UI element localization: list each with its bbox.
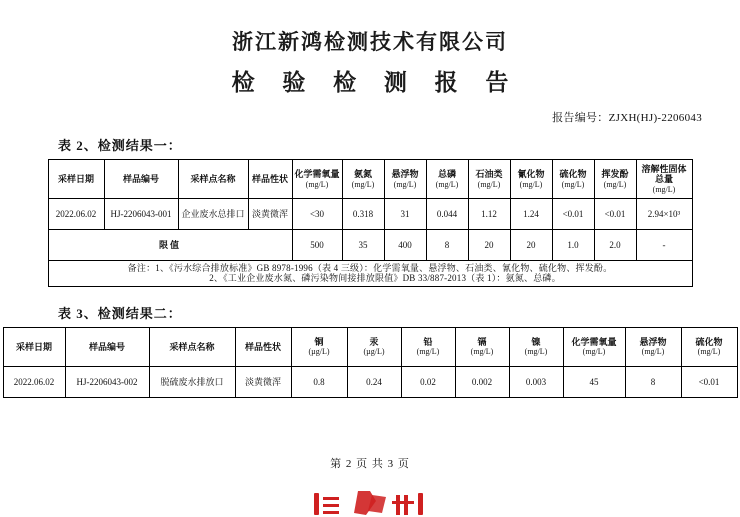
col-nickel-label: 镍 xyxy=(531,336,541,347)
limit-row xyxy=(48,230,692,261)
report-number xyxy=(0,109,740,125)
table2-section-title: 表 2、检测结果一： xyxy=(58,138,182,153)
limit-tds: - xyxy=(636,230,692,261)
note-row xyxy=(48,261,692,287)
col-nickel xyxy=(509,327,563,366)
limit-cod: 500 xyxy=(292,230,342,261)
table-header-row xyxy=(48,160,692,199)
table2-notes xyxy=(48,261,692,287)
cell-oil: 1.12 xyxy=(468,199,510,230)
limit-label: 限值 xyxy=(48,230,292,261)
cell-nickel: 0.003 xyxy=(509,366,563,397)
col-ss-label: 悬浮物 xyxy=(639,336,667,347)
col-appearance xyxy=(248,160,292,199)
col-lead xyxy=(401,327,455,366)
col-cyanide-unit: (mg/L) xyxy=(519,179,543,189)
table-row xyxy=(48,199,692,230)
col-sulfide xyxy=(681,327,737,366)
col-tds-label: 溶解性固体总量 xyxy=(641,164,687,185)
page-footer: 第 2 页 共 3 页 xyxy=(330,458,410,470)
table3-section-title: 表 3、检测结果二： xyxy=(58,305,182,321)
col-mercury xyxy=(347,327,401,366)
col-cyanide xyxy=(510,160,552,199)
col-point xyxy=(149,327,235,366)
col-phenol-unit: (mg/L) xyxy=(603,179,627,189)
cell-cadmium: 0.002 xyxy=(455,366,509,397)
cell-cod: <30 xyxy=(292,199,342,230)
col-cod-label: 化学需氧量 xyxy=(571,336,617,347)
col-cod-label: 化学需氧量 xyxy=(294,169,340,180)
col-appearance xyxy=(235,327,291,366)
col-sulfide-unit: (mg/L) xyxy=(561,179,585,189)
col-lead-unit: (mg/L) xyxy=(416,347,440,357)
cell-sample-no: HJ-2206043-002 xyxy=(65,366,149,397)
cell-sample-no: HJ-2206043-001 xyxy=(104,199,178,230)
cell-tp: 0.044 xyxy=(426,199,468,230)
cell-ammonia: 0.318 xyxy=(342,199,384,230)
col-mercury-unit: (µg/L) xyxy=(363,347,385,357)
red-seal-stamp xyxy=(310,487,430,517)
cell-cod: 45 xyxy=(563,366,625,397)
table-row xyxy=(3,366,737,397)
col-ss xyxy=(384,160,426,199)
table-header-row xyxy=(3,327,737,366)
col-copper xyxy=(291,327,347,366)
col-ammonia-unit: (mg/L) xyxy=(351,179,375,189)
col-sulfide xyxy=(552,160,594,199)
col-lead-label: 铅 xyxy=(423,336,433,347)
col-cadmium-label: 镉 xyxy=(477,336,487,347)
cell-appearance: 淡黄微浑 xyxy=(235,366,291,397)
col-sample-no xyxy=(104,160,178,199)
cell-lead: 0.02 xyxy=(401,366,455,397)
cell-cyanide: 1.24 xyxy=(510,199,552,230)
col-tds-unit: (mg/L) xyxy=(652,184,676,194)
report-number-value: ZJXH(HJ)-2206043 xyxy=(608,112,702,124)
limit-sulfide: 1.0 xyxy=(552,230,594,261)
report-page xyxy=(0,26,740,515)
col-oil-unit: (mg/L) xyxy=(477,179,501,189)
col-ss-unit: (mg/L) xyxy=(393,179,417,189)
col-cadmium-unit: (mg/L) xyxy=(470,347,494,357)
note-line-2: 2、《工业企业废水氮、磷污染物间接排放限值》DB 33/887-2013（表 1）：氨氮、总磷。 xyxy=(209,273,561,284)
col-appearance-label: 样品性状 xyxy=(251,173,288,184)
col-cadmium xyxy=(455,327,509,366)
col-tds xyxy=(636,160,692,199)
col-nickel-unit: (mg/L) xyxy=(524,347,548,357)
col-copper-unit: (µg/L) xyxy=(308,347,330,357)
col-ammonia-label: 氨氮 xyxy=(353,169,372,180)
cell-appearance: 淡黄微浑 xyxy=(248,199,292,230)
col-date xyxy=(48,160,104,199)
col-tp-label: 总磷 xyxy=(437,169,456,180)
cell-point: 企业废水总排口 xyxy=(178,199,248,230)
cell-ss: 8 xyxy=(625,366,681,397)
col-point-label: 采样点名称 xyxy=(169,341,215,352)
col-point-label: 采样点名称 xyxy=(190,173,236,184)
col-cyanide-label: 氰化物 xyxy=(517,169,545,180)
cell-sulfide: <0.01 xyxy=(681,366,737,397)
col-sample-no-label: 样品编号 xyxy=(122,173,159,184)
col-date-label: 采样日期 xyxy=(57,173,94,184)
cell-ss: 31 xyxy=(384,199,426,230)
col-ss xyxy=(625,327,681,366)
col-copper-label: 铜 xyxy=(314,336,324,347)
col-cod-unit: (mg/L) xyxy=(582,347,606,357)
col-ss-label: 悬浮物 xyxy=(391,169,419,180)
limit-tp: 8 xyxy=(426,230,468,261)
col-cod xyxy=(292,160,342,199)
col-phenol xyxy=(594,160,636,199)
col-date-label: 采样日期 xyxy=(15,341,52,352)
col-sulfide-label: 硫化物 xyxy=(559,169,587,180)
note-line-1: 备注：1、《污水综合排放标准》GB 8978-1996（表 4 三级）：化学需氧量、悬浮物、石油类、氰化物、硫化物、挥发酚。 xyxy=(127,263,613,273)
limit-ss: 400 xyxy=(384,230,426,261)
limit-phenol: 2.0 xyxy=(594,230,636,261)
col-sulfide-label: 硫化物 xyxy=(695,336,723,347)
col-ammonia xyxy=(342,160,384,199)
col-cod xyxy=(563,327,625,366)
col-ss-unit: (mg/L) xyxy=(641,347,665,357)
col-date xyxy=(3,327,65,366)
cell-point: 脱硫废水排放口 xyxy=(149,366,235,397)
report-title: 检 验 检 测 报 告 xyxy=(231,70,520,95)
limit-ammonia: 35 xyxy=(342,230,384,261)
col-phenol-label: 挥发酚 xyxy=(601,169,629,180)
cell-mercury: 0.24 xyxy=(347,366,401,397)
cell-phenol: <0.01 xyxy=(594,199,636,230)
results-table-1 xyxy=(48,159,693,287)
report-number-label: 报告编号： xyxy=(552,112,609,124)
col-point xyxy=(178,160,248,199)
cell-tds: 2.94×10³ xyxy=(636,199,692,230)
col-oil xyxy=(468,160,510,199)
cell-date: 2022.06.02 xyxy=(48,199,104,230)
cell-sulfide: <0.01 xyxy=(552,199,594,230)
limit-cyanide: 20 xyxy=(510,230,552,261)
col-sample-no-label: 样品编号 xyxy=(88,341,125,352)
col-tp-unit: (mg/L) xyxy=(435,179,459,189)
col-sulfide-unit: (mg/L) xyxy=(697,347,721,357)
col-cod-unit: (mg/L) xyxy=(305,179,329,189)
col-mercury-label: 汞 xyxy=(369,336,379,347)
cell-date: 2022.06.02 xyxy=(3,366,65,397)
col-appearance-label: 样品性状 xyxy=(244,341,281,352)
results-table-2 xyxy=(3,327,738,398)
limit-oil: 20 xyxy=(468,230,510,261)
col-sample-no xyxy=(65,327,149,366)
cell-copper: 0.8 xyxy=(291,366,347,397)
col-oil-label: 石油类 xyxy=(475,169,503,180)
col-tp xyxy=(426,160,468,199)
company-title: 浙江新鸿检测技术有限公司 xyxy=(232,30,508,54)
